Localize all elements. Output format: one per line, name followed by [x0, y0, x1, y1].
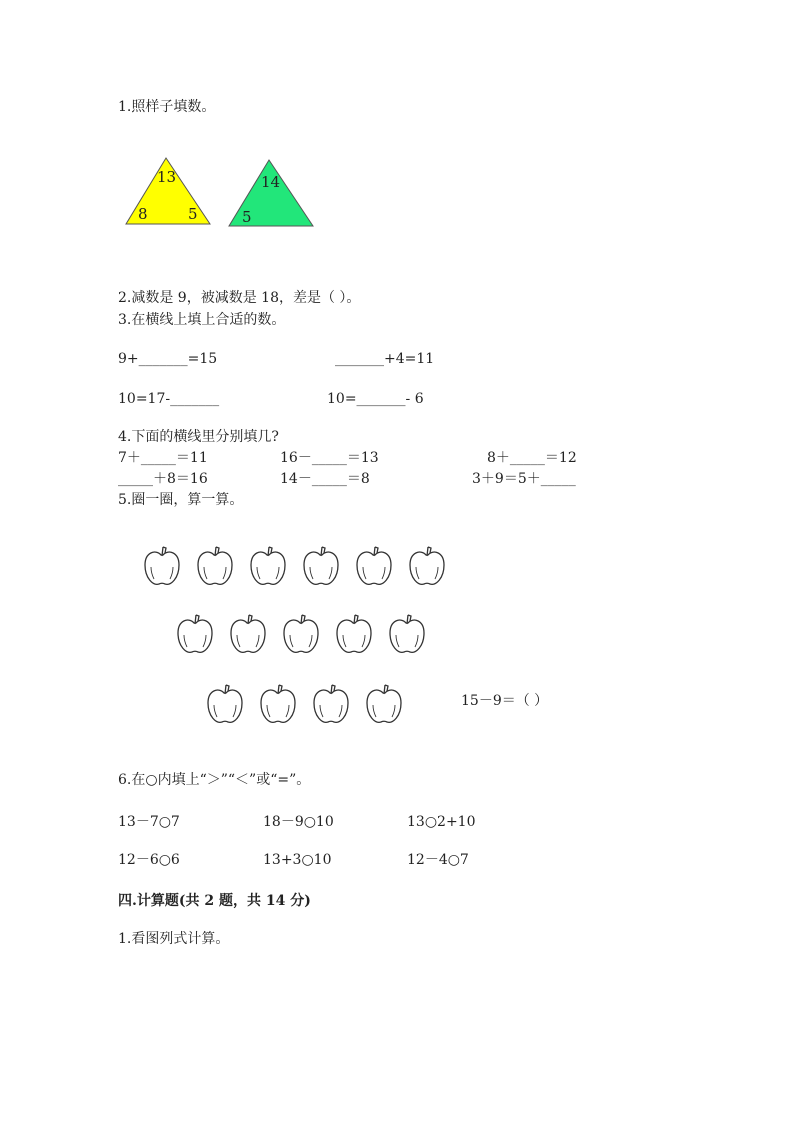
apple-icon — [142, 545, 182, 589]
q4-item: 3＋9＝5＋_____ — [472, 471, 576, 487]
q2-text: 2.减数是 9，被减数是 18，差是（ ）。 — [118, 290, 361, 306]
tri2-top: 14 — [261, 173, 281, 191]
q6-item: 12－6○6 — [118, 852, 180, 868]
q4-item: 16－_____＝13 — [280, 450, 379, 466]
tri2-left: 5 — [242, 208, 252, 226]
section-title: 四.计算题(共 2 题，共 14 分) — [118, 893, 311, 909]
apple-icon — [195, 545, 235, 589]
apple-icon — [281, 613, 321, 657]
s4q1-title: 1.看图列式计算。 — [118, 931, 230, 947]
apple-icon — [354, 545, 394, 589]
q6-item: 13－7○7 — [118, 814, 180, 830]
tri1-left: 8 — [138, 205, 148, 223]
apple-icon — [334, 613, 374, 657]
q6-item: 13○2+10 — [407, 814, 476, 830]
apple-icon — [364, 683, 404, 727]
q4-item: 7＋_____＝11 — [118, 450, 208, 466]
q3-title: 3.在横线上填上合适的数。 — [118, 312, 286, 328]
q5-title: 5.圈一圈，算一算。 — [118, 492, 244, 508]
q5-equation: 15－9＝（ ） — [461, 693, 549, 709]
q3-item: 10=17-_______ — [118, 391, 220, 407]
apple-icon — [407, 545, 447, 589]
q4-title: 4.下面的横线里分别填几? — [118, 429, 279, 445]
q3-item: 9+_______=15 — [118, 351, 218, 367]
apple-icon — [175, 613, 215, 657]
q3-item: 10=_______- 6 — [327, 391, 424, 407]
apple-icon — [301, 545, 341, 589]
q4-item: 8＋_____＝12 — [487, 450, 577, 466]
q1-title: 1.照样子填数。 — [118, 99, 216, 115]
tri1-top: 13 — [157, 168, 177, 186]
q6-item: 18－9○10 — [263, 814, 334, 830]
apple-icon — [311, 683, 351, 727]
q4-item: _____＋8＝16 — [118, 471, 208, 487]
apple-icon — [258, 683, 298, 727]
apple-icon — [248, 545, 288, 589]
q4-item: 14－_____＝8 — [280, 471, 370, 487]
triangle-green — [227, 158, 317, 230]
apple-icon — [387, 613, 427, 657]
apple-icon — [228, 613, 268, 657]
q6-item: 12－4○7 — [407, 852, 469, 868]
q3-item: _______+4=11 — [335, 351, 435, 367]
q6-title: 6.在○内填上“＞”“＜”或“=”。 — [118, 772, 311, 788]
q6-item: 13+3○10 — [263, 852, 332, 868]
apple-icon — [205, 683, 245, 727]
tri1-right: 5 — [188, 205, 198, 223]
